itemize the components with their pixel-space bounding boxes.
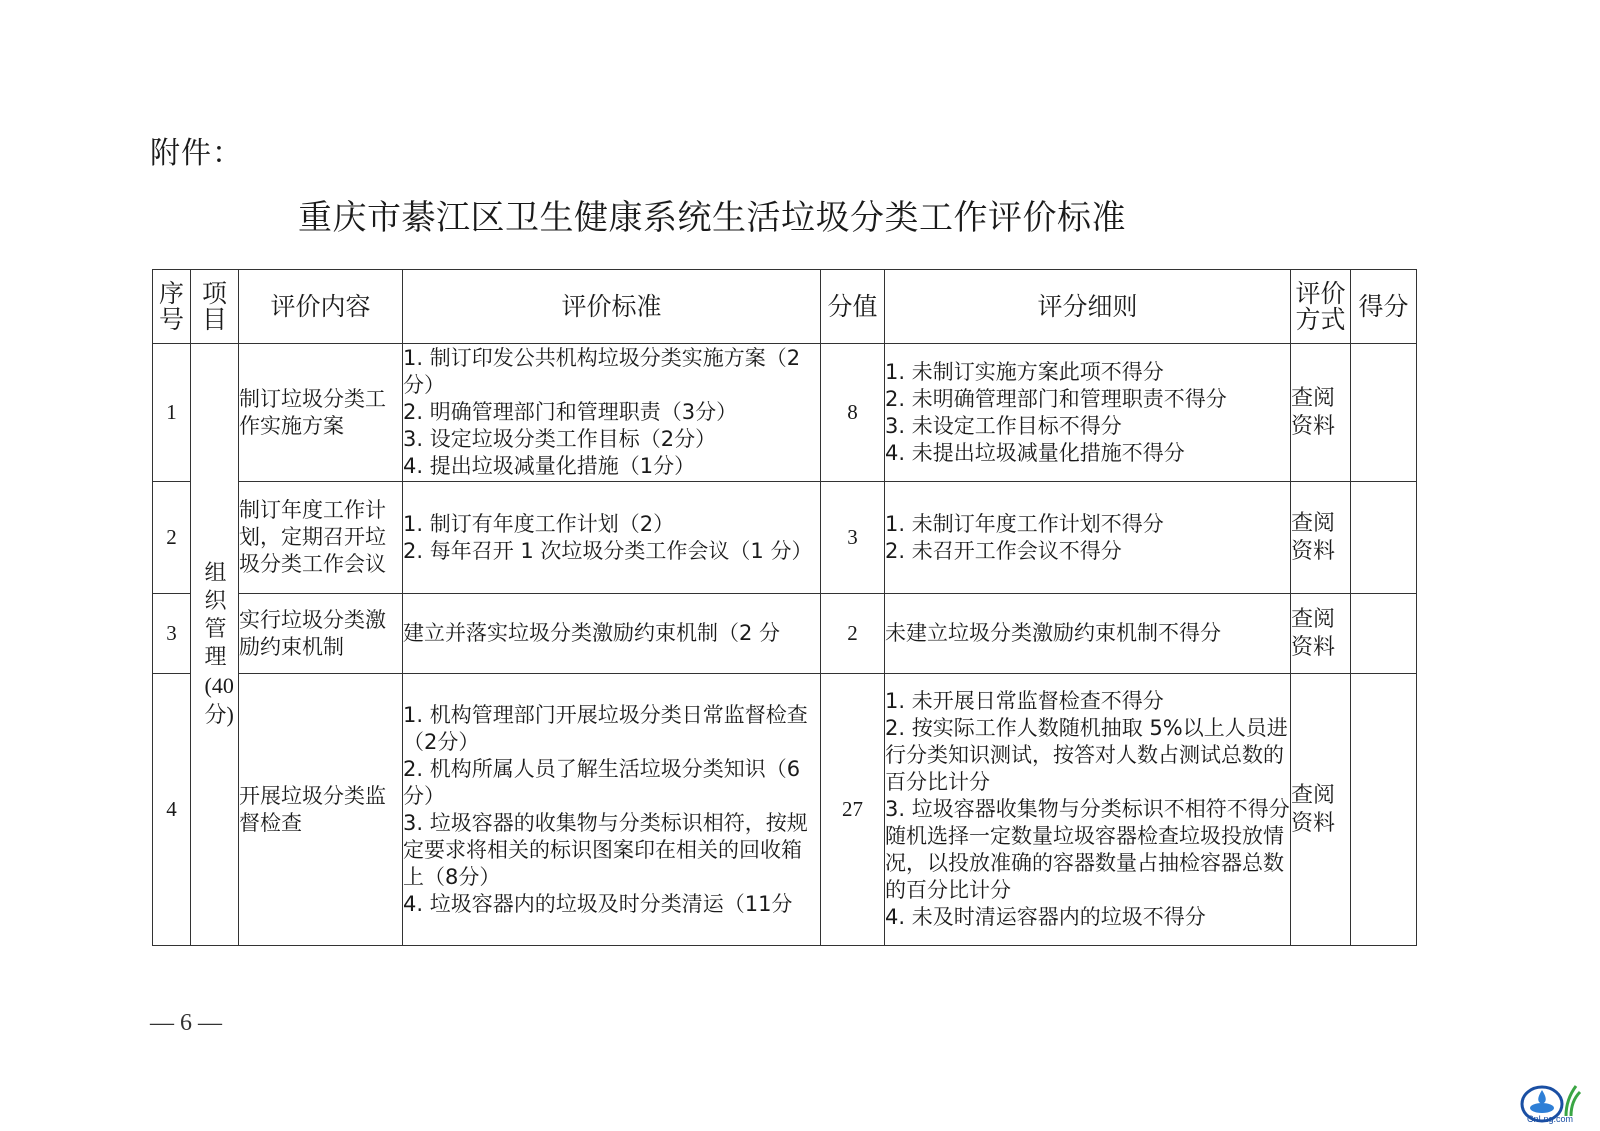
row-standard xyxy=(403,344,821,482)
rule-line: 4. 未及时清运容器内的垃圾不得分 xyxy=(885,905,1206,929)
table-row xyxy=(153,344,1417,482)
row-rules xyxy=(885,594,1291,674)
rule-line: 未建立垃圾分类激励约束机制不得分 xyxy=(885,621,1221,645)
row-value: 8 xyxy=(821,344,885,482)
row-seq: 4 xyxy=(153,674,191,946)
col-header-method: 评价方式 xyxy=(1291,270,1351,344)
standard-line: 3. 垃圾容器的收集物与分类标识相符，按规定要求将相关的标识图案印在相关的回收箱上（8分） xyxy=(403,810,808,889)
standard-line: 1. 制订有年度工作计划（2） xyxy=(403,511,675,536)
row-standard xyxy=(403,594,821,674)
row-value: 27 xyxy=(821,674,885,946)
col-header-score: 得分 xyxy=(1351,270,1417,344)
row-content: 实行垃圾分类激励约束机制 xyxy=(239,594,403,674)
standard-line: 4. 垃圾容器内的垃圾及时分类清运（11分 xyxy=(403,891,793,916)
rule-line: 2. 按实际工作人数随机抽取 5%以上人员进行分类知识测试，按答对人数占测试总数的百分比计分 xyxy=(885,716,1288,794)
row-score xyxy=(1351,344,1417,482)
table-row xyxy=(153,482,1417,594)
row-method: 查阅资料 xyxy=(1291,344,1351,482)
standard-line: 2. 机构所属人员了解生活垃圾分类知识（6分） xyxy=(403,756,801,808)
group-score: (40分) xyxy=(204,672,234,727)
group-name: 组织管理 xyxy=(204,560,227,670)
col-header-value: 分值 xyxy=(821,270,885,344)
row-rules xyxy=(885,482,1291,594)
rule-line: 3. 垃圾容器收集物与分类标识不相符不得分 随机选择一定数量垃圾容器检查垃圾投放情况，以投放准确的容器数量占抽检容器总数的百分比计分 xyxy=(885,797,1290,902)
standard-line: 3. 设定垃圾分类工作目标（2分） xyxy=(403,427,717,451)
water-drop-icon xyxy=(1520,1080,1584,1124)
rule-line: 1. 未开展日常监督检查不得分 xyxy=(885,689,1164,713)
row-rules xyxy=(885,674,1291,946)
site-logo xyxy=(1520,1080,1584,1124)
standard-line: 1. 机构管理部门开展垃圾分类日常监督检查（2分） xyxy=(403,702,808,754)
row-score xyxy=(1351,594,1417,674)
col-header-rules: 评分细则 xyxy=(885,270,1291,344)
attachment-label: 附件： xyxy=(150,136,243,171)
row-method: 查阅资料 xyxy=(1291,482,1351,594)
row-method: 查阅资料 xyxy=(1291,674,1351,946)
row-seq: 2 xyxy=(153,482,191,594)
page-number: — 6 — xyxy=(150,1010,222,1036)
svg-text:CnLng.com: CnLng.com xyxy=(1526,1114,1574,1124)
row-standard xyxy=(403,482,821,594)
row-score xyxy=(1351,482,1417,594)
standard-line: 4. 提出垃圾减量化措施（1分） xyxy=(403,454,696,478)
row-value: 2 xyxy=(821,594,885,674)
evaluation-table xyxy=(152,269,1417,946)
row-seq: 1 xyxy=(153,344,191,482)
rule-line: 4. 未提出垃圾减量化措施不得分 xyxy=(885,440,1185,465)
row-standard xyxy=(403,674,821,946)
standard-line: 2. 明确管理部门和管理职责（3分） xyxy=(403,400,738,424)
standard-line: 1. 制订印发公共机构垃圾分类实施方案（2分） xyxy=(403,346,801,397)
header-row xyxy=(153,270,1417,344)
group-cell xyxy=(191,344,239,946)
standard-line: 建立并落实垃圾分类激励约束机制（2 分 xyxy=(403,621,781,645)
row-rules xyxy=(885,344,1291,482)
rule-line: 3. 未设定工作目标不得分 xyxy=(885,413,1122,438)
table-row xyxy=(153,594,1417,674)
table-row xyxy=(153,674,1417,946)
rule-line: 2. 未明确管理部门和管理职责不得分 xyxy=(885,386,1227,411)
row-content: 开展垃圾分类监督检查 xyxy=(239,674,403,946)
rule-line: 1. 未制订实施方案此项不得分 xyxy=(885,359,1164,384)
row-content: 制订垃圾分类工作实施方案 xyxy=(239,344,403,482)
standard-line: 2. 每年召开 1 次垃圾分类工作会议（1 分） xyxy=(403,538,813,563)
row-score xyxy=(1351,674,1417,946)
col-header-seq: 序号 xyxy=(153,270,191,344)
col-header-standard: 评价标准 xyxy=(403,270,821,344)
row-method: 查阅资料 xyxy=(1291,594,1351,674)
col-header-item: 项目 xyxy=(191,270,239,344)
row-value: 3 xyxy=(821,482,885,594)
rule-line: 2. 未召开工作会议不得分 xyxy=(885,538,1122,563)
col-header-content: 评价内容 xyxy=(239,270,403,344)
row-seq: 3 xyxy=(153,594,191,674)
document-title: 重庆市綦江区卫生健康系统生活垃圾分类工作评价标准 xyxy=(298,198,1126,238)
row-content: 制订年度工作计划，定期召开垃圾分类工作会议 xyxy=(239,482,403,594)
rule-line: 1. 未制订年度工作计划不得分 xyxy=(885,511,1164,536)
